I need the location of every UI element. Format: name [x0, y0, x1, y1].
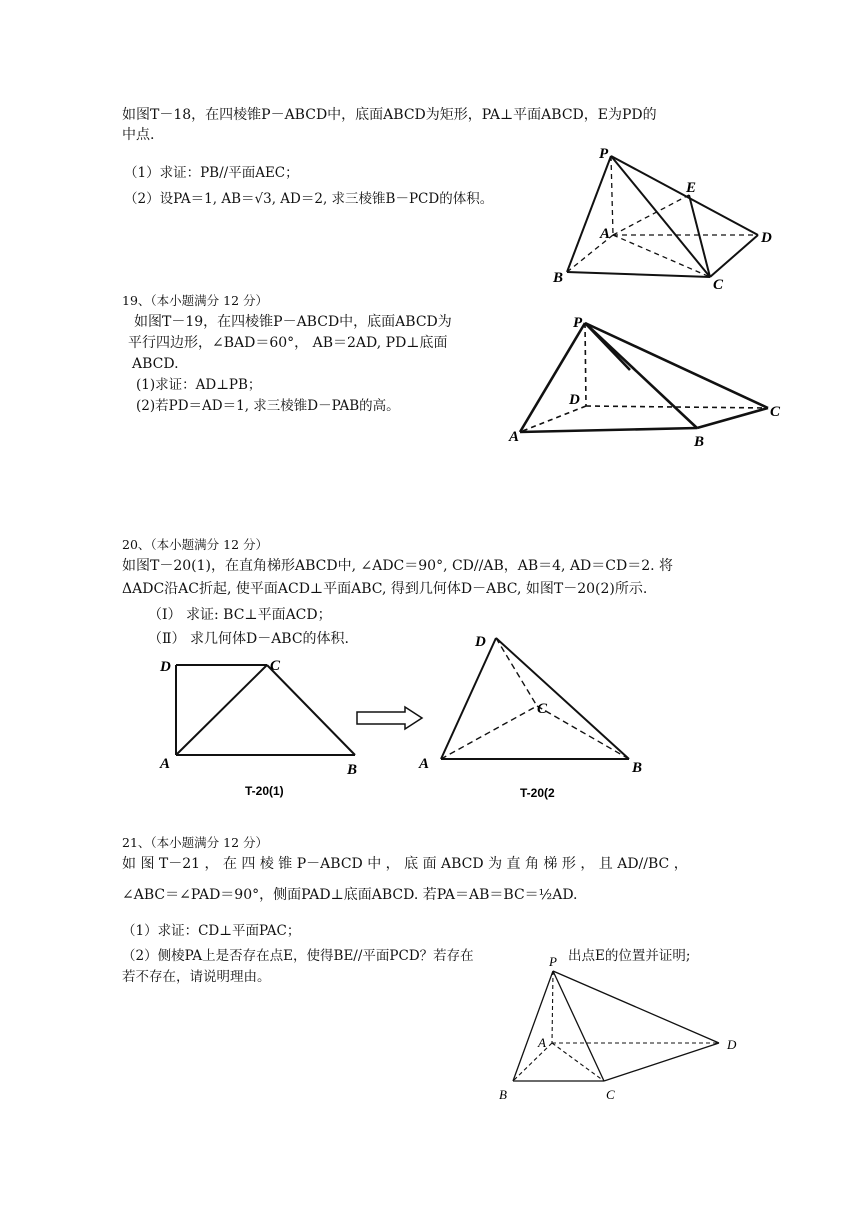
q20-fig1-label-a: A [160, 756, 171, 772]
q19-header: 19、（本小题满分 12 分） [122, 293, 269, 308]
q20-fig2-label-c: C [537, 701, 548, 717]
q21-label-p: P [549, 954, 557, 969]
q19-label-a: A [509, 429, 520, 445]
q19-label-c: C [770, 404, 781, 420]
q19-label-b: B [694, 434, 705, 450]
q21-label-c: C [606, 1087, 615, 1102]
q18-label-e: E [686, 180, 697, 196]
q19-label-d: D [569, 392, 580, 408]
q20-fig1-caption: T-20(1) [245, 784, 284, 798]
q19-line2: 平行四边形，∠BAD＝60°， AB＝2AD, PD⊥底面 [128, 335, 448, 351]
q19-part1: (1)求证：AD⊥PB； [136, 377, 262, 393]
q20-fig1-label-d: D [160, 659, 171, 675]
q18-label-p: P [599, 146, 609, 162]
q18-line2: 中点. [122, 127, 155, 143]
q21-part2a: （2）侧棱PA上是否存在点E，使得BE//平面PCD？若存在 [122, 948, 474, 964]
q20-line1: 如图T－20(1)，在直角梯形ABCD中, ∠ADC＝90°, CD//AB，AB＝4, AD＝CD＝2. 将 [122, 558, 674, 574]
q21-part2b: 出点E的位置并证明; [568, 948, 691, 964]
q21-line2: ∠ABC＝∠PAD＝90°，侧面PAD⊥底面ABCD. 若PA＝AB＝BC＝½AD. [122, 887, 578, 903]
q21-label-d: D [727, 1037, 737, 1052]
q21-header: 21、（本小题满分 12 分） [122, 835, 269, 850]
q20-line2: ΔADC沿AC折起, 使平面ACD⊥平面ABC, 得到几何体D－ABC, 如图T－20(2)所示. [122, 581, 648, 597]
q21-label-b: B [499, 1087, 507, 1102]
q19-part2: (2)若PD＝AD＝1, 求三棱锥D－PAB的高。 [136, 398, 400, 414]
q21-label-a: A [538, 1035, 546, 1050]
q18-line1: 如图T－18，在四棱锥P－ABCD中，底面ABCD为矩形，PA⊥平面ABCD，E为PD的 [122, 107, 657, 123]
q21-part1: （1）求证：CD⊥平面PAC； [122, 923, 301, 939]
q18-part1: （1）求证：PB//平面AEC； [124, 165, 299, 181]
q18-label-c: C [713, 277, 724, 293]
q20-part2: （Ⅱ） 求几何体D－ABC的体积. [148, 631, 350, 647]
q18-label-a: A [600, 226, 611, 242]
q21-part2c: 若不存在，请说明理由。 [122, 969, 271, 985]
q20-fig1-label-c: C [270, 658, 281, 674]
q20-part1: （Ⅰ） 求证: BC⊥平面ACD； [148, 607, 332, 623]
q19-line3: ABCD. [132, 356, 179, 372]
q20-fig2-caption: T-20(2 [520, 786, 555, 800]
q19-label-p: P [573, 315, 583, 331]
q20-fig1-label-b: B [347, 762, 358, 778]
q18-label-d: D [761, 230, 772, 246]
q20-fig2-label-b: B [632, 760, 643, 776]
q20-fig2-label-d: D [475, 634, 486, 650]
q21-line1: 如 图 T－21 ， 在 四 棱 锥 P－ABCD 中 ， 底 面 ABCD 为 直 角 梯 形 ， 且 AD//BC ， [122, 856, 688, 872]
q18-label-b: B [553, 270, 564, 286]
q18-part2: （2）设PA＝1, AB＝√3, AD＝2, 求三棱锥B－PCD的体积。 [124, 191, 494, 207]
q19-line1: 如图T－19，在四棱锥P－ABCD中，底面ABCD为 [134, 314, 452, 330]
q20-fig2-label-a: A [419, 756, 430, 772]
q20-header: 20、（本小题满分 12 分） [122, 537, 269, 552]
